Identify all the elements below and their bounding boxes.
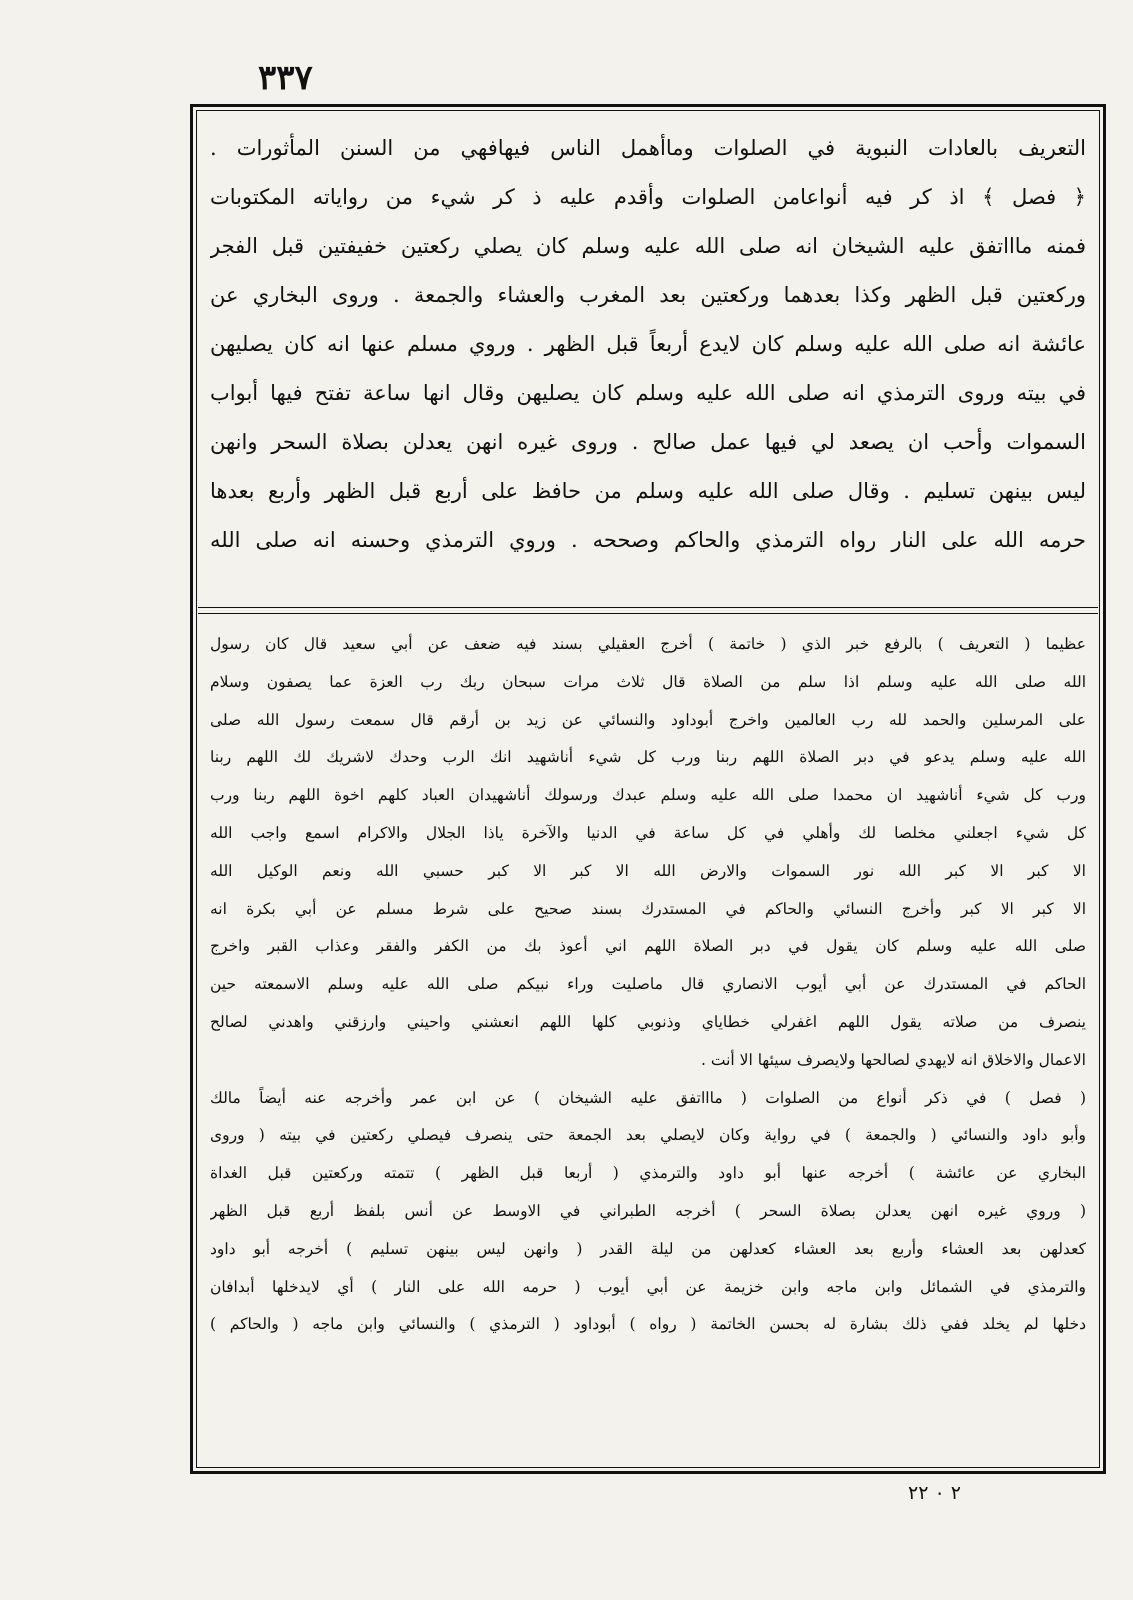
main-line: وركعتين قبل الظهر وكذا بعدهما وركعتين بعد المغرب والعشاء والجمعة . وروى البخاري عن (210, 283, 1086, 307)
main-line: في بيته وروى الترمذي انه صلى الله عليه وسلم كان يصليهن وقال انها ساعة تفتح فيها أبواب (210, 381, 1086, 405)
sheet-number: ٢ ٠ ٢٢ (908, 1482, 961, 1504)
commentary-line: الحاكم في المستدرك عن أبي أيوب الانصاري قال ماصليت وراء نبيكم صلى الله عليه وسلم الاسمعته حين (210, 975, 1086, 994)
main-line: فمنه ماااتفق عليه الشيخان انه صلى الله عليه وسلم كان يصلي ركعتين خفيفتين قبل الفجر (210, 234, 1086, 258)
main-line: التعريف بالعادات النبوية في الصلوات وماأهمل الناس فيهافهي من السنن المأثورات . (210, 136, 1086, 160)
separator-rule (198, 613, 1098, 614)
commentary-line: الله عليه وسلم يدعو في دبر الصلاة اللهم ربنا ورب كل شيء أناشهيد انك الرب وحدك لاشريك لك اللهم ربنا (210, 748, 1086, 767)
main-line: السموات وأحب ان يصعد لي فيها عمل صالح . وروى غيره انهن يعدلن بصلاة السحر وانهن (210, 430, 1086, 454)
commentary-line: ( وروي غيره انهن يعدلن بصلاة السحر ) أخرجه الطبراني في الاوسط عن أنس بلفظ أربع قبل الظهر (210, 1201, 1086, 1220)
commentary-line: صلى الله عليه وسلم كان يقول في دبر الصلاة اللهم اني أعوذ بك من الكفر والفقر وعذاب القبر واخرج (210, 937, 1086, 956)
commentary-line: ورب كل شيء أناشهيد ان محمدا صلى الله عليه وسلم عبدك ورسولك أناشهيدان العباد كلهم اخوة اللهم ربنا ورب (210, 786, 1086, 805)
commentary-line: البخاري عن عائشة ) أخرجه عنها أبو داود والترمذي ( أربعا قبل الظهر ) تتمته وركعتين قبل الغداة (210, 1164, 1086, 1183)
commentary-line: كل شيء اجعلني مخلصا لك وأهلي في كل ساعة في الدنيا والآخرة ياذا الجلال والاكرام اسمع واجب الله (210, 823, 1086, 842)
main-line: عائشة انه صلى الله عليه وسلم كان لايدع أربعاً قبل الظهر . وروي مسلم عنها انه كان يصليهن (210, 332, 1086, 356)
commentary-line: الا كبر الا كبر وأخرج النسائي والحاكم في المستدرك بسند صحيح على شرط مسلم عن أبي بكرة انه (210, 899, 1086, 918)
commentary-block (210, 626, 1086, 1344)
commentary-line: الا كبر الا كبر الله نور السموات والارض الله الا كبر الا كبر حسبي الله ونعم الوكيل الله (210, 861, 1086, 880)
page-number: ٣٣٧ (258, 58, 313, 98)
commentary-line: والترمذي في الشمائل وابن ماجه وابن خزيمة عن أبي أيوب ( حرمه الله على النار ) أي لايدخلها أبدافان (210, 1277, 1086, 1296)
commentary-line: على المرسلين والحمد لله رب العالمين واخرج أبوداود والنسائي عن زيد بن أرقم قال سمعت رسول الله صلى (210, 710, 1086, 729)
commentary-line: ( فصل ) في ذكر أنواع من الصلوات ( ماااتفق عليه الشيخان ) عن ابن عمر وأخرجه عنه أيضاً مالك (210, 1088, 1086, 1107)
separator-rule (198, 607, 1098, 608)
commentary-line: ينصرف من صلاته يقول اللهم اغفرلي خطاياي وذنوبي كلها اللهم انعشني واحيني وارزقني واهدني لصالح (210, 1012, 1086, 1031)
commentary-line: وأبو داود والنسائي ( والجمعة ) في رواية وكان لايصلي بعد الجمعة حتى ينصرف فيصلي ركعتين في بيته ( وروى (210, 1126, 1086, 1145)
main-line: حرمه الله على النار رواه الترمذي والحاكم وصححه . وروي الترمذي وحسنه انه صلى الله (210, 528, 1086, 552)
commentary-line: الاعمال والاخلاق انه لايهدي لصالحها ولايصرف سيئها الا أنت . (701, 1050, 1086, 1069)
commentary-line: الله صلى الله عليه وسلم اذا سلم من الصلاة قال ثلاث مرات سبحان ربك رب العزة عما يصفون وسلام (210, 672, 1086, 691)
main-line: ليس بينهن تسليم . وقال صلى الله عليه وسلم من حافظ على أربع قبل الظهر وأربع بعدها (210, 479, 1086, 503)
main-line: ﴿ فصل ﴾ اذ كر فيه أنواعامن الصلوات وأقدم عليه ذ كر شيء من رواياته المكتوبات (210, 185, 1086, 209)
commentary-line: دخلها لم يخلد ففي ذلك بشارة له بحسن الخاتمة ( رواه ) أبوداود ( الترمذي ) والنسائي وابن ماجه ( والحاكم ) (210, 1315, 1086, 1334)
commentary-line: عظيما ( التعريف ) بالرفع خبر الذي ( خاتمة ) أخرج العقيلي بسند فيه ضعف عن أبي سعيد قال كان رسول (210, 635, 1086, 653)
commentary-line: كعدلهن بعد العشاء وأربع بعد العشاء كعدلهن من ليلة القدر ( وانهن ليس بينهن تسليم ) أخرجه أبو داود (210, 1239, 1086, 1258)
main-text-block (210, 124, 1086, 565)
